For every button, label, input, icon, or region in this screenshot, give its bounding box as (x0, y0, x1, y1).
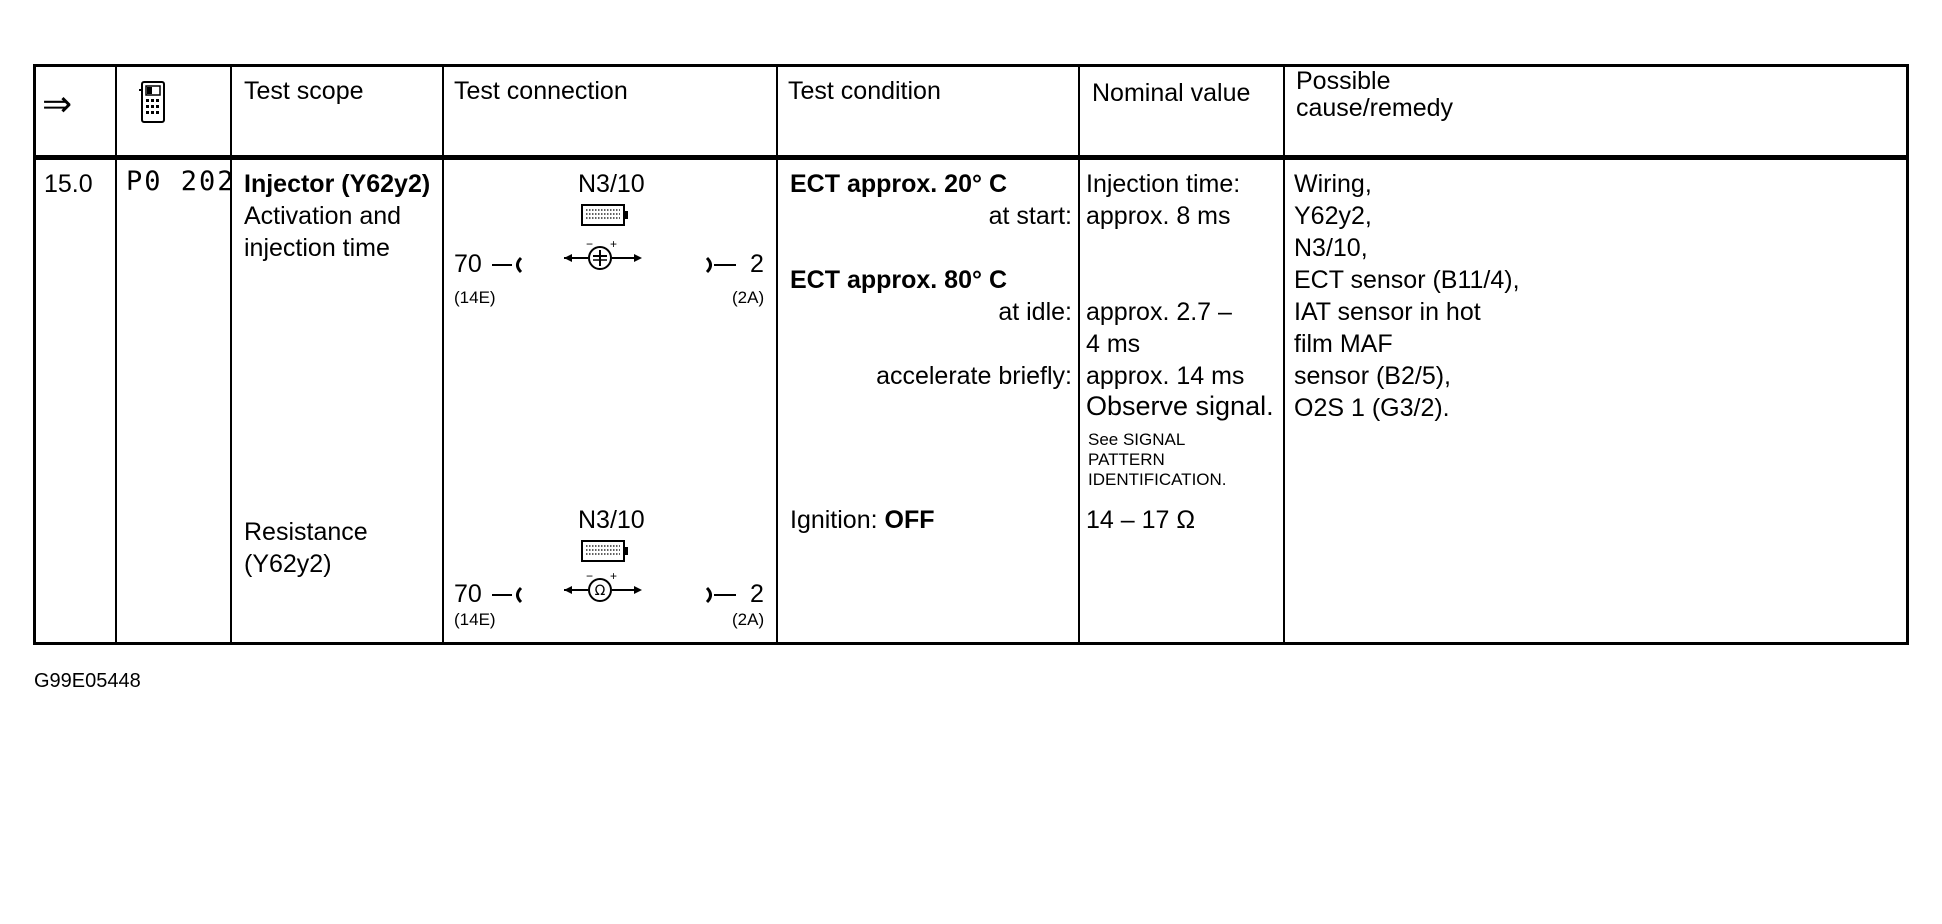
svg-text:+: + (610, 237, 618, 251)
nominal-see-3: IDENTIFICATION. (1088, 470, 1227, 489)
nominal-resistance: 14 – 17 Ω (1086, 506, 1196, 534)
svg-text:+: + (610, 569, 618, 583)
table-right-border (1906, 64, 1909, 645)
svg-text:−: − (586, 569, 594, 583)
voltmeter-icon (562, 238, 646, 281)
connection1-module: N3/10 (578, 170, 645, 198)
col-divider-5 (1078, 64, 1080, 645)
connection1-plug-right-icon (704, 254, 738, 279)
col-divider-6 (1283, 64, 1285, 645)
svg-text:−: − (586, 237, 594, 251)
ohmmeter-icon (562, 570, 646, 613)
condition-ect-20: ECT approx. 20° C (790, 170, 1007, 198)
col-divider-2 (230, 64, 232, 645)
table-top-border (34, 64, 1908, 67)
nominal-approx-8: approx. 8 ms (1086, 202, 1231, 230)
connection1-plug-left-icon (490, 254, 524, 279)
svg-text:Ω: Ω (594, 583, 606, 599)
connector-box-icon (580, 203, 630, 234)
step-number: 15.0 (44, 170, 93, 198)
nominal-observe-signal: Observe signal. (1086, 391, 1274, 421)
cause-item: Wiring, (1294, 170, 1372, 198)
cause-item: ECT sensor (B11/4), (1294, 266, 1520, 294)
connection1-pin-right-sub: (2A) (732, 288, 765, 307)
condition-accelerate: accelerate briefly: (876, 362, 1072, 390)
connection1-pin-left: 70 (454, 250, 482, 278)
nominal-approx-14: approx. 14 ms (1086, 362, 1245, 390)
header-possible-cause: Possible cause/remedy (1296, 67, 1454, 122)
connection2-module: N3/10 (578, 506, 645, 534)
header-nominal-value: Nominal value (1092, 79, 1251, 107)
table-header-divider (34, 155, 1908, 160)
header-test-condition: Test condition (788, 77, 941, 105)
condition-at-start: at start: (988, 202, 1072, 230)
nominal-approx-2-7: approx. 2.7 – (1086, 298, 1232, 326)
cause-item: sensor (B2/5), (1294, 362, 1452, 390)
nominal-4ms: 4 ms (1086, 330, 1141, 358)
table-left-border (33, 64, 36, 645)
condition-ignition-label: Ignition: (790, 506, 885, 534)
connection1-pin-right: 2 (750, 250, 764, 278)
cause-item: IAT sensor in hot (1294, 298, 1481, 326)
cause-item: O2S 1 (G3/2). (1294, 394, 1450, 422)
connector-box-icon (580, 539, 630, 570)
cause-item: Y62y2, (1294, 202, 1372, 230)
scope-injector-title: Injector (Y62y2) (244, 170, 431, 198)
header-arrow: ⇒ (42, 83, 73, 124)
col-divider-3 (442, 64, 444, 645)
condition-at-idle: at idle: (998, 298, 1072, 326)
connection2-pin-right: 2 (750, 580, 764, 608)
connection2-pin-left-sub: (14E) (454, 610, 496, 629)
figure-id: G99E05448 (34, 670, 141, 692)
nominal-see-1: See SIGNAL (1088, 430, 1186, 449)
condition-ignition (790, 504, 935, 537)
header-test-connection: Test connection (454, 77, 628, 105)
nominal-injection-time: Injection time: (1086, 170, 1241, 198)
col-divider-1 (115, 64, 117, 645)
cause-item: film MAF (1294, 330, 1393, 358)
condition-ignition-value: OFF (884, 506, 935, 534)
col-divider-4 (776, 64, 778, 645)
scope-activation: Activation and (244, 202, 402, 230)
scope-injection-time: injection time (244, 234, 390, 262)
connection2-pin-left: 70 (454, 580, 482, 608)
fault-code: P0 202 (126, 166, 236, 197)
scope-resistance-component: (Y62y2) (244, 550, 332, 578)
condition-ect-80: ECT approx. 80° C (790, 266, 1007, 294)
cause-item: N3/10, (1294, 234, 1368, 262)
hand-held-tester-icon (138, 80, 168, 129)
connection1-pin-left-sub: (14E) (454, 288, 496, 307)
connection2-pin-right-sub: (2A) (732, 610, 765, 629)
connection2-plug-left-icon (490, 584, 524, 609)
connection2-plug-right-icon (704, 584, 738, 609)
scope-resistance: Resistance (244, 518, 368, 546)
header-test-scope: Test scope (244, 77, 364, 105)
table-bottom-border (34, 642, 1908, 645)
nominal-see-2: PATTERN (1088, 450, 1165, 469)
